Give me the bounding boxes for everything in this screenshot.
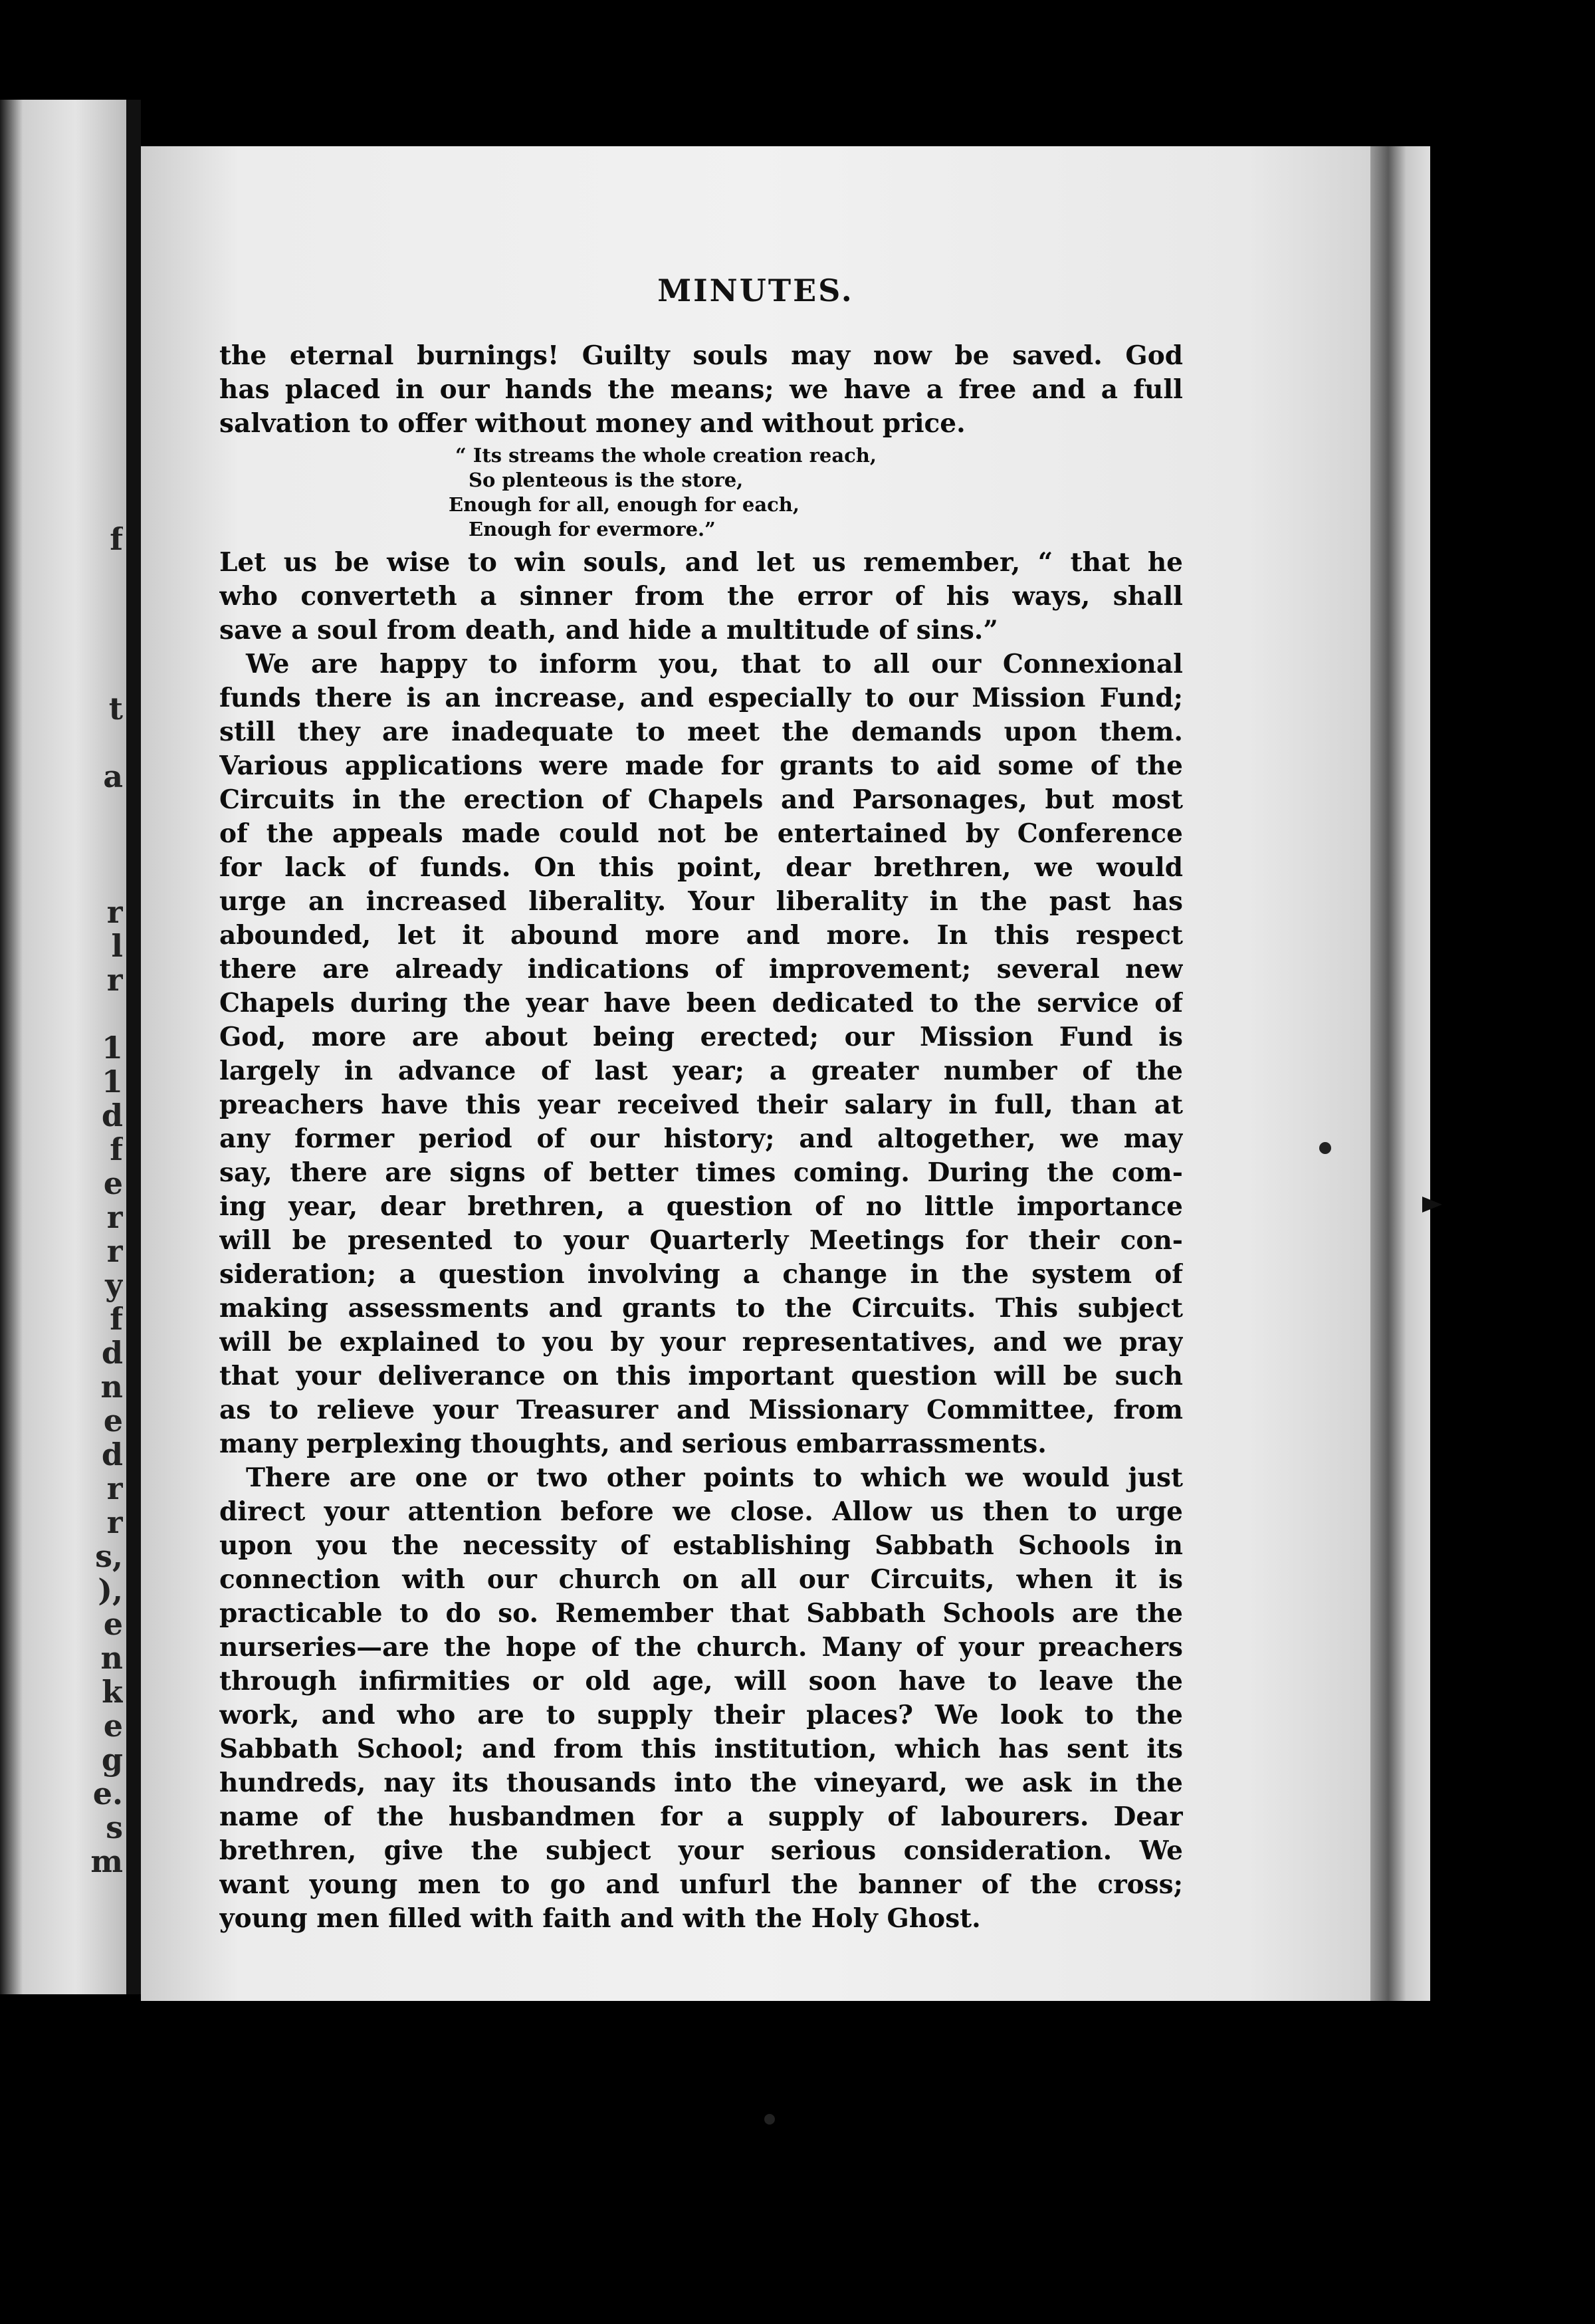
- margin-fragment: r: [106, 1201, 123, 1234]
- margin-fragment: [80, 726, 123, 760]
- text-line: as to relieve your Treasurer and Missionary Committee, from: [219, 1395, 1183, 1425]
- text-line: Let us be wise to win souls, and let us remember, “ that he: [219, 547, 1183, 578]
- margin-fragment: [80, 862, 123, 895]
- margin-fragment: a: [103, 760, 123, 794]
- text-line: direct your attention before we close. Allow us then to urge: [219, 1496, 1183, 1527]
- text-line: any former period of our history; and altogether, we may: [219, 1123, 1183, 1154]
- margin-fragment: n: [100, 1641, 123, 1675]
- margin-fragment: [80, 455, 123, 489]
- text-line: Sabbath School; and from this institution, which has sent its: [219, 1734, 1183, 1764]
- text-line: There are one or two other points to which we would just: [246, 1462, 1183, 1493]
- text-line: urge an increased liberality. Your liberality in the past has: [219, 886, 1183, 917]
- text-line: will be presented to your Quarterly Meetings for their con-: [219, 1225, 1183, 1256]
- margin-fragment: y: [105, 1268, 123, 1302]
- margin-fragment: d: [101, 1099, 123, 1133]
- margin-fragment: r: [106, 1506, 123, 1540]
- text-line: many perplexing thoughts, and serious embarrassments.: [219, 1429, 1047, 1459]
- page: [141, 146, 1370, 2001]
- margin-fragment: [80, 556, 123, 590]
- footer-ink-dot: [764, 2114, 775, 2125]
- margin-fragment: [80, 794, 123, 828]
- text-line: want young men to go and unfurl the banner of the cross;: [219, 1869, 1183, 1900]
- margin-fragment: d: [101, 1336, 123, 1370]
- text-line: through infirmities or old age, will soon have to leave the: [219, 1666, 1183, 1696]
- right-page-edge: [1370, 146, 1430, 2001]
- margin-fragment: m: [90, 1845, 123, 1879]
- margin-fragment: r: [106, 963, 123, 997]
- text-line: young men filled with faith and with the Holy Ghost.: [219, 1903, 981, 1934]
- paragraph-4: [219, 1461, 1183, 1936]
- margin-fragment: r: [106, 1234, 123, 1268]
- text-line: Chapels during the year have been dedicated to the service of: [219, 988, 1183, 1018]
- text-line: abounded, let it abound more and more. In this respect: [219, 920, 1183, 951]
- text-line: preachers have this year received their salary in full, than at: [219, 1090, 1183, 1120]
- text-line: will be explained to you by your representatives, and we pray: [219, 1327, 1183, 1357]
- text-line: Circuits in the erection of Chapels and Parsonages, but most: [219, 784, 1183, 815]
- margin-fragment: [80, 387, 123, 421]
- text-line: salvation to offer without money and without price.: [219, 408, 966, 439]
- margin-fragment: [80, 624, 123, 658]
- text-line: brethren, give the subject your serious consideration. We: [219, 1835, 1183, 1866]
- text-line: name of the husbandmen for a supply of labourers. Dear: [219, 1801, 1183, 1832]
- margin-fragment: e: [103, 1607, 123, 1641]
- text-line: practicable to do so. Remember that Sabbath Schools are the: [219, 1598, 1183, 1629]
- margin-fragment: [80, 421, 123, 455]
- margin-fragment: f: [110, 523, 123, 556]
- text-line: still they are inadequate to meet the demands upon them.: [219, 717, 1183, 747]
- text-line: work, and who are to supply their places? We look to the: [219, 1700, 1183, 1730]
- text-line: for lack of funds. On this point, dear brethren, we would: [219, 852, 1183, 883]
- verse-quotation: [219, 443, 1183, 542]
- margin-ink-dot: [1319, 1142, 1331, 1154]
- margin-fragment: ),: [98, 1573, 123, 1607]
- verse-line: “ Its streams the whole creation reach,: [455, 444, 877, 467]
- text-line: the eternal burnings! Guilty souls may now be saved. God: [219, 340, 1183, 371]
- margin-fragment: k: [102, 1675, 123, 1709]
- margin-fragment: f: [110, 1133, 123, 1167]
- paragraph-1: [219, 339, 1183, 441]
- margin-fragment: t: [108, 692, 123, 726]
- text-line: largely in advance of last year; a greater number of the: [219, 1056, 1183, 1086]
- text-line: of the appeals made could not be entertained by Conference: [219, 818, 1183, 849]
- margin-fragment: [80, 997, 123, 1031]
- book-gutter: [126, 100, 141, 1994]
- text-line: upon you the necessity of establishing Sabbath Schools in: [219, 1530, 1183, 1561]
- margin-fragment: g: [101, 1743, 123, 1777]
- margin-fragment: [80, 489, 123, 523]
- text-line: who converteth a sinner from the error of his ways, shall: [219, 581, 1183, 612]
- margin-fragment: e.: [92, 1777, 123, 1811]
- text-line: there are already indications of improvement; several new: [219, 954, 1183, 985]
- margin-fragment: [80, 590, 123, 624]
- text-line: We are happy to inform you, that to all our Connexional: [246, 649, 1183, 679]
- margin-fragment: r: [106, 1472, 123, 1506]
- verse-line: So plenteous is the store,: [469, 469, 744, 491]
- margin-fragment: [80, 828, 123, 862]
- text-line: God, more are about being erected; our Mission Fund is: [219, 1022, 1183, 1052]
- left-page-margin-fragments: [80, 319, 123, 1879]
- margin-fragment: [80, 319, 123, 353]
- margin-fragment: [80, 353, 123, 387]
- margin-fragment: s,: [95, 1540, 123, 1573]
- margin-fragment: 1: [101, 1065, 123, 1099]
- margin-fragment: n: [100, 1370, 123, 1404]
- text-line: has placed in our hands the means; we have a free and a full: [219, 374, 1183, 405]
- text-line: Various applications were made for grants to aid some of the: [219, 751, 1183, 781]
- margin-fragment: [80, 658, 123, 692]
- text-line: sideration; a question involving a change in the system of: [219, 1259, 1183, 1290]
- verse-line: Enough for all, enough for each,: [449, 493, 799, 516]
- margin-fragment: e: [103, 1404, 123, 1438]
- margin-fragment: e: [103, 1709, 123, 1743]
- paragraph-3: [219, 647, 1183, 1461]
- body-text: [219, 339, 1183, 1936]
- paragraph-2: [219, 546, 1183, 647]
- margin-fragment: f: [110, 1302, 123, 1336]
- text-line: making assessments and grants to the Circuits. This subject: [219, 1293, 1183, 1324]
- margin-fragment: d: [101, 1438, 123, 1472]
- margin-fragment: l: [111, 929, 123, 963]
- margin-fragment: 1: [101, 1031, 123, 1065]
- text-line: ing year, dear brethren, a question of no little importance: [219, 1191, 1183, 1222]
- running-head: MINUTES.: [657, 273, 854, 308]
- text-line: save a soul from death, and hide a multitude of sins.”: [219, 615, 998, 645]
- left-neighbour-page: [0, 100, 126, 1994]
- text-line: say, there are signs of better times coming. During the com-: [219, 1157, 1183, 1188]
- margin-fragment: s: [106, 1811, 123, 1845]
- text-line: hundreds, nay its thousands into the vineyard, we ask in the: [219, 1768, 1183, 1798]
- text-line: connection with our church on all our Circuits, when it is: [219, 1564, 1183, 1595]
- margin-fragment: r: [106, 895, 123, 929]
- text-line: nurseries—are the hope of the church. Many of your preachers: [219, 1632, 1183, 1663]
- text-line: that your deliverance on this important question will be such: [219, 1361, 1183, 1391]
- verse-line: Enough for evermore.”: [469, 518, 716, 540]
- margin-pointer-mark: [1422, 1197, 1442, 1213]
- margin-fragment: e: [103, 1167, 123, 1201]
- text-line: funds there is an increase, and especially to our Mission Fund;: [219, 683, 1183, 713]
